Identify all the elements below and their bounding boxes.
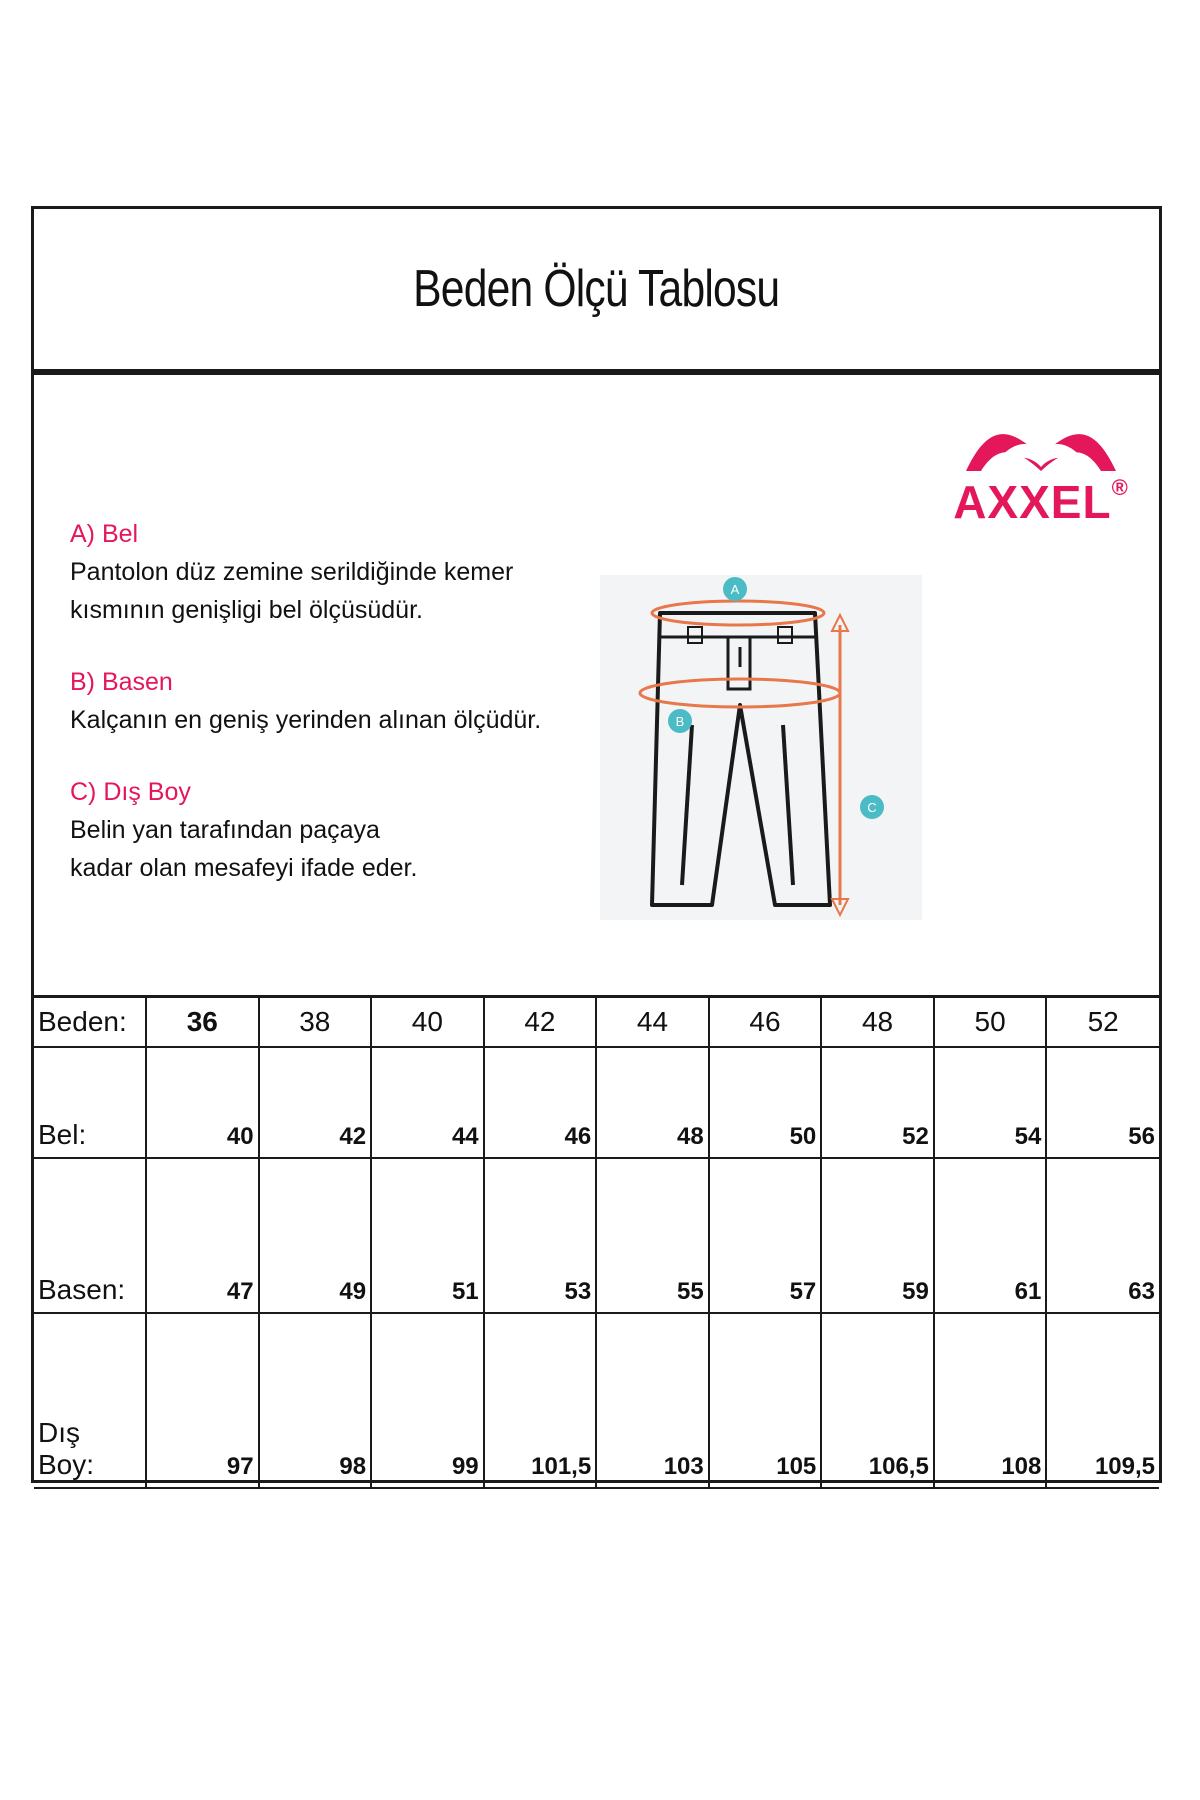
- size-cell: 52: [1046, 997, 1159, 1048]
- value-cell: 63: [1046, 1158, 1159, 1313]
- value-cell: 98: [259, 1313, 372, 1488]
- value-cell: 54: [934, 1047, 1047, 1158]
- value-cell: 103: [596, 1313, 709, 1488]
- info-panel: [34, 375, 1159, 995]
- row-label: Dış Boy:: [34, 1313, 146, 1488]
- value-cell: 55: [596, 1158, 709, 1313]
- description-dis-boy: [70, 773, 590, 887]
- value-cell: 52: [821, 1047, 934, 1158]
- table-row-bel: [34, 1047, 1159, 1158]
- trousers-illustration: [600, 575, 922, 920]
- size-header-row: [34, 997, 1159, 1048]
- value-cell: 44: [371, 1047, 484, 1158]
- value-cell: 106,5: [821, 1313, 934, 1488]
- value-cell: 47: [146, 1158, 259, 1313]
- value-cell: 56: [1046, 1047, 1159, 1158]
- value-cell: 40: [146, 1047, 259, 1158]
- title-box: [34, 209, 1159, 375]
- page-title: Beden Ölçü Tablosu: [413, 260, 780, 318]
- value-cell: 51: [371, 1158, 484, 1313]
- description-basen: [70, 663, 590, 739]
- marker-b-label: B: [675, 714, 685, 729]
- brand-name: AXXEL: [953, 476, 1112, 528]
- value-cell: 59: [821, 1158, 934, 1313]
- brand-logo-mark: [951, 409, 1131, 479]
- measurement-descriptions: [70, 515, 590, 921]
- value-cell: 108: [934, 1313, 1047, 1488]
- marker-c-label: C: [867, 800, 877, 815]
- value-cell: 57: [709, 1158, 822, 1313]
- description-heading: B) Basen: [70, 668, 173, 696]
- value-cell: 50: [709, 1047, 822, 1158]
- row-label: Beden:: [34, 997, 146, 1048]
- brand-reg-mark: ®: [1111, 475, 1129, 500]
- value-cell: 48: [596, 1047, 709, 1158]
- size-table: [34, 995, 1159, 1489]
- description-bel: [70, 515, 590, 629]
- description-heading: A) Bel: [70, 520, 139, 548]
- description-heading: C) Dış Boy: [70, 778, 191, 806]
- size-cell: 46: [709, 997, 822, 1048]
- value-cell: 97: [146, 1313, 259, 1488]
- trousers-diagram: [600, 575, 922, 920]
- size-chart-sheet: [31, 206, 1162, 1483]
- value-cell: 105: [709, 1313, 822, 1488]
- marker-a-label: A: [730, 582, 740, 597]
- size-cell: 50: [934, 997, 1047, 1048]
- value-cell: 109,5: [1046, 1313, 1159, 1488]
- brand-logo: [951, 409, 1131, 529]
- value-cell: 53: [484, 1158, 597, 1313]
- size-cell: 38: [259, 997, 372, 1048]
- value-cell: 46: [484, 1047, 597, 1158]
- value-cell: 42: [259, 1047, 372, 1158]
- size-cell: 40: [371, 997, 484, 1048]
- value-cell: 49: [259, 1158, 372, 1313]
- marker-b: [668, 709, 692, 733]
- size-cell: 36: [146, 997, 259, 1048]
- description-line: Belin yan tarafından paçaya: [70, 816, 380, 844]
- size-cell: 44: [596, 997, 709, 1048]
- table-row-basen: [34, 1158, 1159, 1313]
- description-line: Pantolon düz zemine serildiğinde kemer: [70, 558, 514, 586]
- size-cell: 42: [484, 997, 597, 1048]
- row-label: Bel:: [34, 1047, 146, 1158]
- size-cell: 48: [821, 997, 934, 1048]
- row-label: Basen:: [34, 1158, 146, 1313]
- description-line: kadar olan mesafeyi ifade eder.: [70, 854, 418, 882]
- value-cell: 61: [934, 1158, 1047, 1313]
- brand-logo-text: [951, 475, 1131, 529]
- marker-a: [723, 577, 747, 601]
- description-line: Kalçanın en geniş yerinden alınan ölçüdür.: [70, 706, 542, 734]
- hip-arrow: [640, 679, 840, 707]
- value-cell: 99: [371, 1313, 484, 1488]
- description-line: kısmının genişligi bel ölçüsüdür.: [70, 596, 423, 624]
- value-cell: 101,5: [484, 1313, 597, 1488]
- marker-c: [860, 795, 884, 819]
- table-row-dis-boy: [34, 1313, 1159, 1488]
